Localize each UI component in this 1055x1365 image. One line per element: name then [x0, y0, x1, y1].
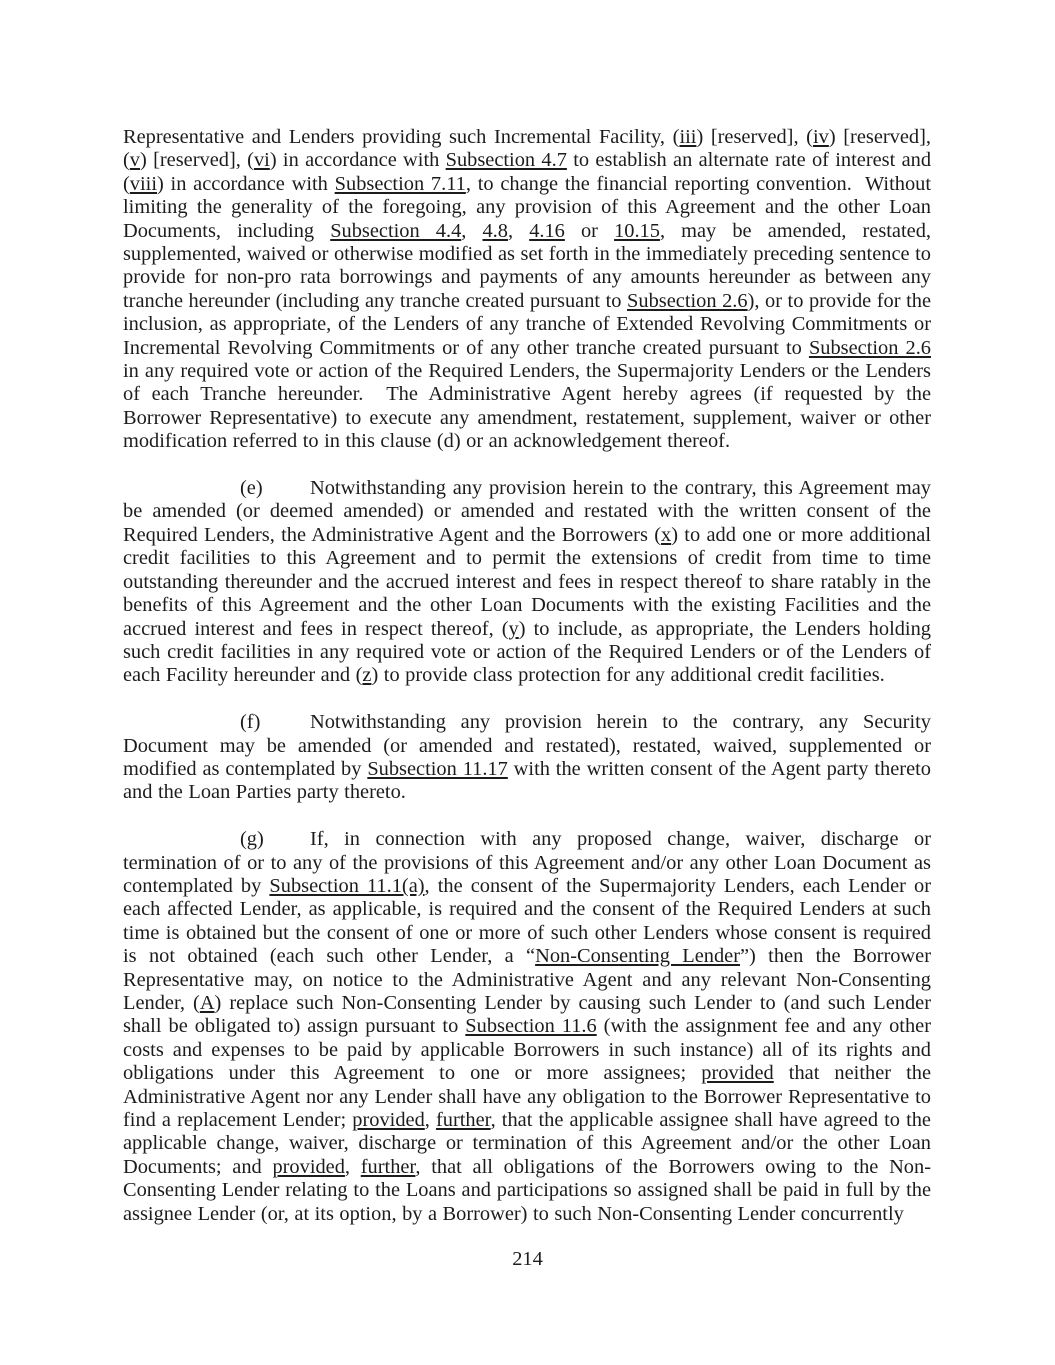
underlined-reference: Non-Consenting Lender — [535, 945, 740, 968]
underlined-reference: further — [360, 1155, 416, 1178]
text-run: If, in connection with any proposed change, waiver, discharge or termination of or to any of the provisions of this Agreement and/or any other Loan Document as contemplated by — [123, 828, 931, 897]
underlined-reference: y — [508, 617, 519, 640]
underlined-reference: z — [362, 664, 372, 687]
paragraph-e — [123, 477, 931, 688]
underlined-reference: provided — [701, 1062, 774, 1085]
underlined-reference: iii — [679, 126, 697, 148]
clause-label: (f) — [240, 711, 261, 734]
underlined-reference: Subsection 4.4 — [330, 219, 462, 242]
underlined-reference: v — [129, 149, 140, 172]
underlined-reference: Subsection 11.6 — [465, 1015, 597, 1038]
underlined-reference: 4.8 — [482, 219, 508, 242]
text-run: ) to include, as appropriate, the Lenders holding such credit facilities in any required vote or action of the Required Lenders or of the Lenders of each Facility hereunder and ( — [123, 617, 931, 687]
text-run: , to change the financial reporting convention. Without limiting the generality of the foregoing, any provision of this Agreement and the other Loan Documents, including — [123, 172, 931, 242]
text-run: , may be amended, restated, supplemented, waived or otherwise modified as set forth in the immediately preceding sentence to provide for non-pro rata borrowings and payments of any amounts hereunder as between any tranche hereunder (including any tranche created pursuant to — [123, 219, 931, 312]
underlined-reference: 4.16 — [529, 219, 565, 242]
text-run: ), or to provide for the inclusion, as appropriate, of the Lenders of any tranche of Extended Revolving Commitments or Incremental Revolving Commitments or of any other tranche created pursuant to — [123, 289, 931, 359]
text-run: Notwithstanding any provision herein to the contrary, this Agreement may be amended (or deemed amended) or amended and restated with the written consent of the Required Lenders, the Administrative Agent and the Borrowers ( — [123, 477, 931, 546]
text-run: ) in accordance with — [269, 149, 446, 172]
text-run: , the consent of the Supermajority Lenders, each Lender or each affected Lender, as applicable, is required and the consent of the Required Lenders at such time is obtained but the consent of one or more of such other Lenders whose consent is required is not obtained (each such other Lender, a “ — [123, 874, 931, 968]
clause-label: (g) — [240, 828, 264, 851]
text-run: ) [reserved], ( — [696, 126, 813, 148]
underlined-reference: viii — [129, 172, 157, 195]
text-run: to establish an alternate rate of interest and ( — [123, 149, 932, 195]
underlined-reference: provided — [272, 1155, 345, 1178]
underlined-reference: iv — [812, 126, 829, 148]
underlined-reference: A — [199, 991, 215, 1014]
text-run: ) [reserved], ( — [140, 149, 254, 172]
underlined-reference: 10.15 — [614, 219, 660, 242]
text-run: , — [424, 1109, 436, 1132]
text-run: (with the assignment fee and any other costs and expenses to be paid by applicable Borrowers in such instance) all of its rights and obligations under this Agreement to one or more assignees; — [123, 1015, 931, 1085]
text-run: ) to provide class protection for any additional credit facilities. — [371, 664, 885, 687]
underlined-reference: Subsection 2.6 — [808, 336, 931, 359]
text-run: , — [461, 219, 483, 242]
text-run: , — [507, 219, 530, 242]
underlined-reference: provided — [352, 1109, 425, 1132]
document-body — [123, 126, 931, 1226]
text-run: Representative and Lenders providing such Incremental Facility, ( — [123, 126, 680, 148]
paragraph-g — [123, 828, 931, 1226]
clause-label: (e) — [240, 477, 263, 500]
text-run: ) to add one or more additional credit facilities to this Agreement and to permit the extensions of credit from time to time outstanding thereunder and the accrued interest and fees in respect thereof to share ratably in the benefits of this Agreement and the other Loan Documents with the existing Facilities and the accrued interest and fees in respect thereof, ( — [123, 523, 931, 640]
underlined-reference: vi — [253, 149, 270, 172]
text-run: ) replace such Non-Consenting Lender by causing such Lender to (and such Lender shall be obligated to) assign pursuant to — [123, 991, 931, 1038]
underlined-reference: further — [435, 1109, 491, 1132]
text-run: , — [344, 1155, 361, 1178]
underlined-reference: Subsection 7.11 — [334, 172, 466, 195]
text-run: in any required vote or action of the Required Lenders, the Supermajority Lenders or the Lenders of each Tranche hereunder. The Administrative Agent hereby agrees (if requested by the Borrower Representative) to execute any amendment, restatement, supplement, waiver or other modification referred to in this clause (d) or an acknowledgement thereof. — [123, 360, 931, 453]
text-run: ) in accordance with — [157, 172, 335, 195]
paragraph-f — [123, 711, 931, 805]
underlined-reference: Subsection 11.17 — [367, 757, 508, 780]
paragraph-d-continuation — [123, 126, 931, 454]
text-run: ”) then the Borrower Representative may, on notice to the Administrative Agent and any relevant Non-Consenting Lender, ( — [123, 945, 931, 1014]
text-run: with the written consent of the Agent party thereto and the Loan Parties party thereto. — [123, 757, 931, 804]
text-run: that neither the Administrative Agent nor any Lender shall have any obligation to the Borrower Representative to find a replacement Lender; — [123, 1062, 931, 1132]
text-run: , that the applicable assignee shall have agreed to the applicable change, waiver, discharge or termination of this Agreement and/or the other Loan Documents; and — [123, 1109, 931, 1178]
text-run: Notwithstanding any provision herein to the contrary, any Security Document may be amended (or amended and restated), restated, waived, supplemented or modified as contemplated by — [123, 711, 931, 780]
underlined-reference: Subsection 11.1(a) — [269, 874, 425, 897]
text-run: , that all obligations of the Borrowers owing to the Non-Consenting Lender relating to the Loans and participations so assigned shall be paid in full by the assignee Lender (or, at its option, by a Borrower) to such Non-Consenting Lender concurrently — [123, 1155, 931, 1225]
underlined-reference: Subsection 4.7 — [445, 149, 567, 172]
page-number: 214 — [512, 1248, 543, 1270]
text-run: or — [564, 219, 615, 242]
text-run: ) [reserved], ( — [123, 126, 931, 172]
underlined-reference: Subsection 2.6 — [627, 289, 748, 312]
underlined-reference: x — [661, 523, 672, 546]
